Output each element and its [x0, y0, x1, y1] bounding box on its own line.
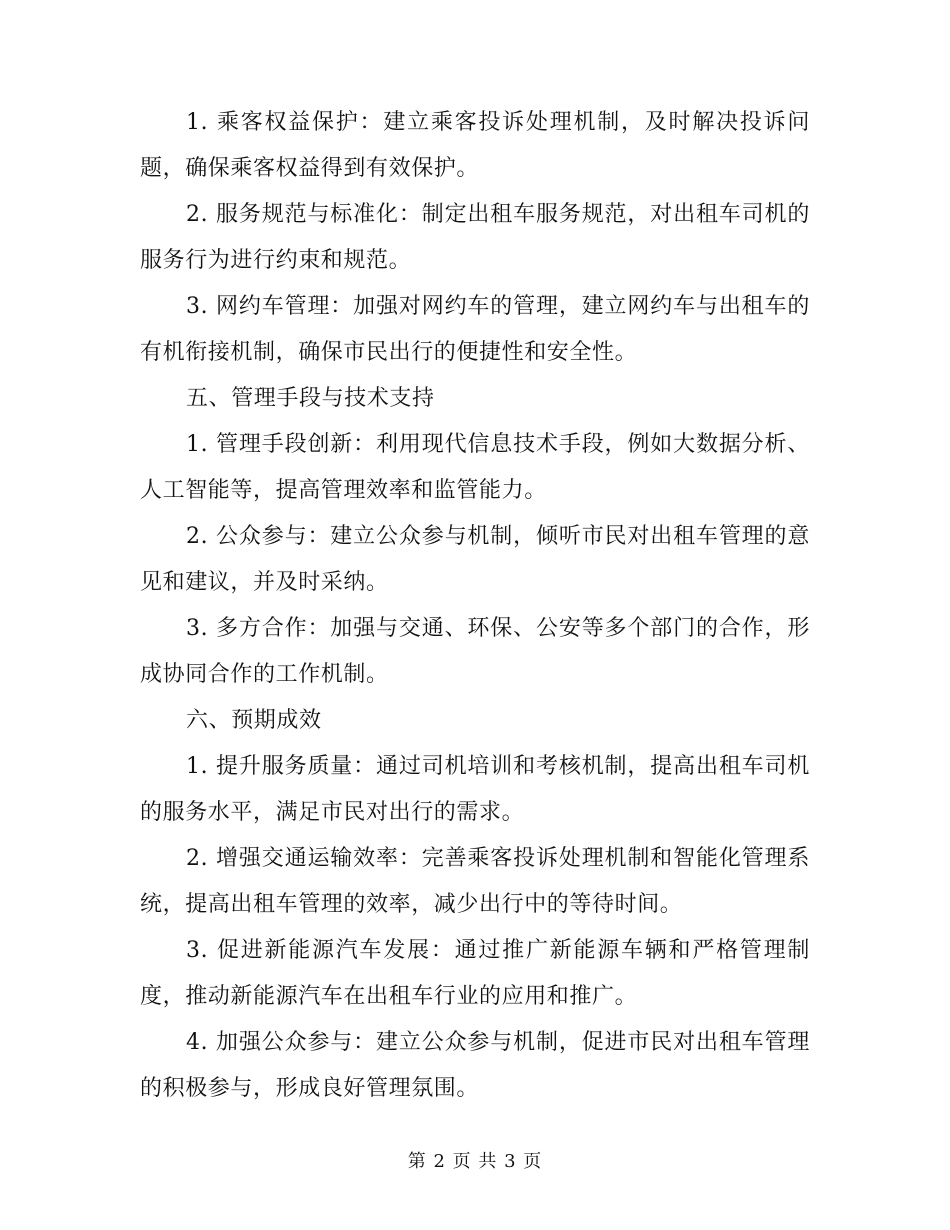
paragraph-multi-party-cooperation: 3. 多方合作：加强与交通、环保、公安等多个部门的合作，形成协同合作的工作机制。 [140, 616, 810, 687]
section-heading-management-tech: 五、管理手段与技术支持 [186, 386, 435, 411]
paragraph-service-quality: 1. 提升服务质量：通过司机培训和考核机制，提高出租车司机的服务水平，满足市民对出行的需求。 [140, 754, 810, 825]
document-body [140, 100, 810, 1112]
page-number-footer: 第 2 页 共 3 页 [407, 1151, 543, 1172]
paragraph-strengthen-public-participation: 4. 加强公众参与：建立公众参与机制，促进市民对出租车管理的积极参与，形成良好管理氛围。 [140, 1030, 810, 1101]
paragraph-passenger-rights: 1. 乘客权益保护：建立乘客投诉处理机制，及时解决投诉问题，确保乘客权益得到有效保护。 [140, 110, 810, 181]
paragraph-public-participation: 2. 公众参与：建立公众参与机制，倾听市民对出租车管理的意见和建议，并及时采纳。 [140, 524, 810, 595]
paragraph-ride-hailing-management: 3. 网约车管理：加强对网约车的管理，建立网约车与出租车的有机衔接机制，确保市民出行的便捷性和安全性。 [140, 294, 810, 365]
paragraph-service-standards: 2. 服务规范与标准化：制定出租车服务规范，对出租车司机的服务行为进行约束和规范。 [140, 202, 810, 273]
paragraph-new-energy-vehicles: 3. 促进新能源汽车发展：通过推广新能源车辆和严格管理制度，推动新能源汽车在出租车行业的应用和推广。 [140, 938, 810, 1009]
paragraph-transport-efficiency: 2. 增强交通运输效率：完善乘客投诉处理机制和智能化管理系统，提高出租车管理的效率，减少出行中的等待时间。 [140, 846, 810, 917]
paragraph-management-innovation: 1. 管理手段创新：利用现代信息技术手段，例如大数据分析、人工智能等，提高管理效率和监管能力。 [140, 432, 810, 503]
section-heading-expected-results: 六、预期成效 [186, 708, 322, 733]
